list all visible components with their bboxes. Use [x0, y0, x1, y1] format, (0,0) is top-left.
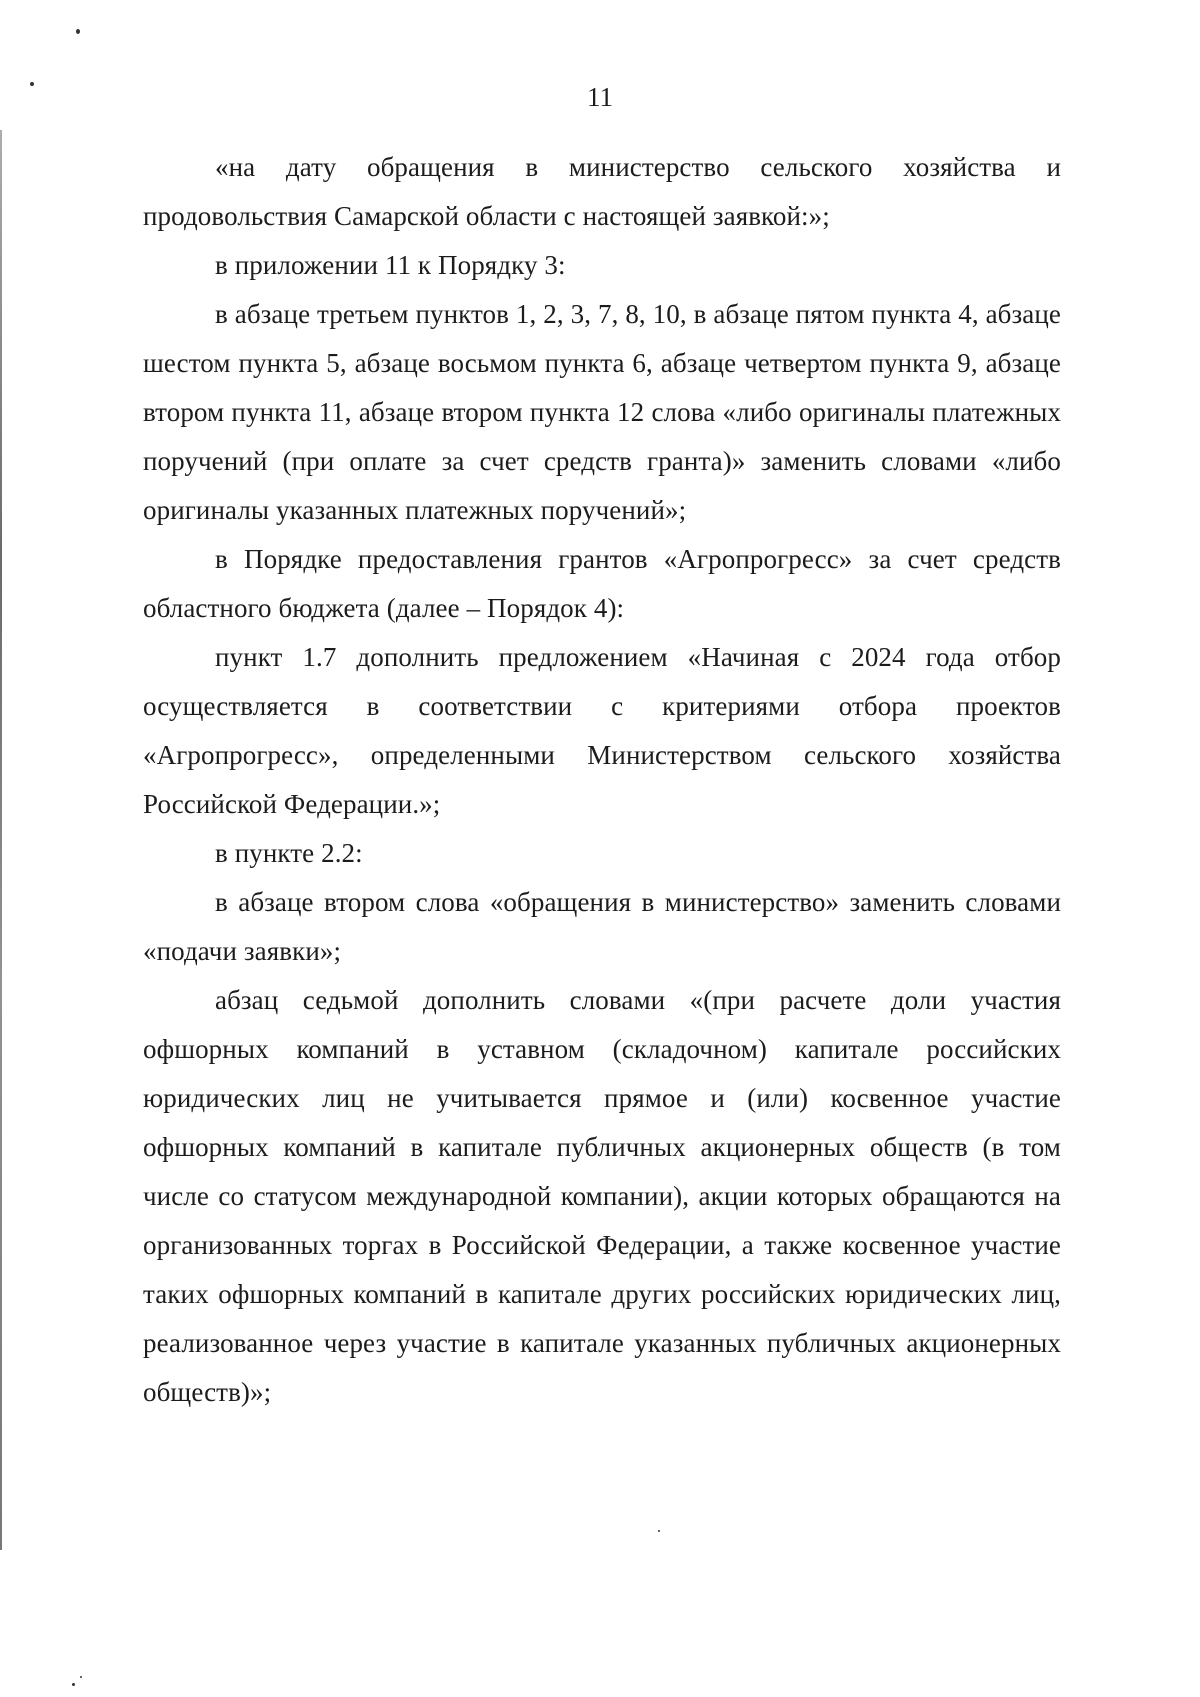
- scan-edge: [0, 130, 2, 1550]
- scan-dot: [76, 29, 80, 34]
- paragraph: в Порядке предоставления грантов «Агропрогресс» за счет средств областного бюджета (далее – Порядок 4):: [143, 544, 1061, 623]
- paragraph: в приложении 11 к Порядку 3:: [215, 250, 566, 280]
- document-body: [143, 143, 1061, 1417]
- scan-dot: [80, 1676, 82, 1678]
- page-number: 11: [587, 82, 613, 112]
- paragraph: «на дату обращения в министерство сельского хозяйства и продовольствия Самарской области с настоящей заявкой:»;: [143, 152, 1061, 231]
- paragraph: в абзаце третьем пунктов 1, 2, 3, 7, 8, 10, в абзаце пятом пункта 4, абзаце шестом пункта 5, абзаце восьмом пункта 6, абзаце четвертом пункта 9, абзаце втором пункта 11, абзаце втором пункта 12 слова «либо оригиналы платежных поручений (при оплате за счет средств гранта)» заменить словами «либо оригиналы указанных платежных поручений»;: [143, 299, 1061, 525]
- paragraph: пункт 1.7 дополнить предложением «Начиная с 2024 года отбор осуществляется в соответствии с критериями отбора проектов «Агропрогресс», определенными Министерством сельского хозяйства Российской Федерации.»;: [143, 642, 1061, 819]
- paragraph: абзац седьмой дополнить словами «(при расчете доли участия офшорных компаний в уставном (складочном) капитале российских юридических лиц не учитывается прямое и (или) косвенное участие офшорных компаний в капитале публичных акционерных обществ (в том числе со статусом международной компании), акции которых обращаются на организованных торгах в Российской Федерации, а также косвенное участие таких офшорных компаний в капитале других российских юридических лиц, реализованное через участие в капитале указанных публичных акционерных обществ)»;: [143, 985, 1061, 1407]
- scan-dot: [72, 1683, 75, 1686]
- paragraph: в пункте 2.2:: [215, 838, 363, 868]
- paragraph: в абзаце втором слова «обращения в министерство» заменить словами «подачи заявки»;: [143, 887, 1061, 966]
- scan-dot: [658, 1530, 660, 1532]
